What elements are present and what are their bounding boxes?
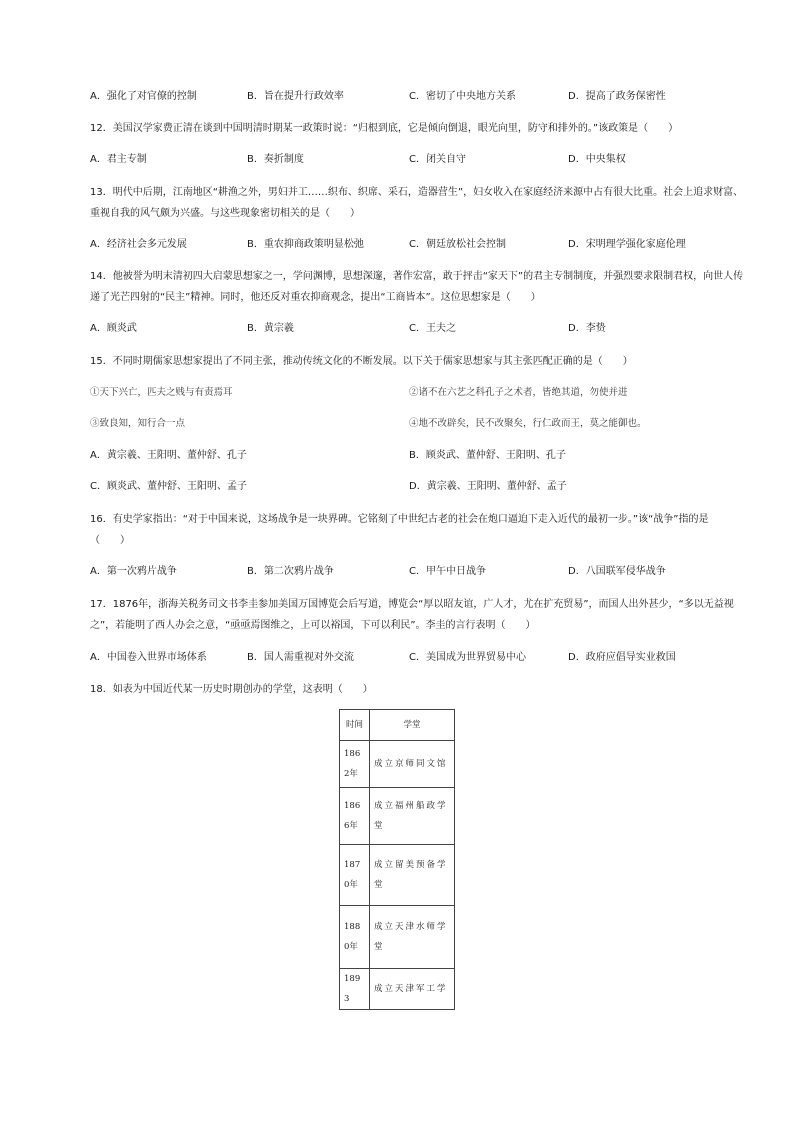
q11-option-c: C．密切了中央地方关系 (409, 91, 516, 102)
row-school: 成立京师同文馆 (370, 741, 455, 788)
q17-option-c: C．美国成为世界贸易中心 (409, 652, 526, 663)
q15-statement-3: ③致良知，知行合一点 (90, 418, 186, 429)
table-row (340, 788, 455, 845)
q12-option-c: C．闭关自守 (409, 154, 466, 165)
q15-statement-1: ①天下兴亡，匹夫之贱与有责焉耳 (90, 387, 233, 398)
school-table (339, 709, 455, 1010)
row-time: 1866年 (340, 788, 370, 845)
q15-option-d: D．黄宗羲、王阳明、董仲舒、孟子 (409, 481, 567, 492)
row-time: 1870年 (340, 845, 370, 906)
q11-option-b: B．旨在提升行政效率 (247, 91, 344, 102)
row-school: 成立天津水师学堂 (370, 906, 455, 969)
table-row (340, 741, 455, 788)
row-time: 1893 (340, 969, 370, 1010)
q15-option-c: C．顾炎武、董仲舒、王阳明、孟子 (90, 481, 247, 492)
q12-option-a: A．君主专制 (90, 154, 147, 165)
row-school: 成立天津军工学 (370, 969, 455, 1010)
q13-option-a: A．经济社会多元发展 (90, 239, 187, 250)
q17-option-d: D．政府应倡导实业救国 (568, 652, 676, 663)
q17-option-a: A．中国卷入世界市场体系 (90, 652, 207, 663)
q15-statement-2: ②诸不在六艺之科孔子之术者，皆绝其道，勿使并进 (409, 387, 628, 398)
table-row (340, 906, 455, 969)
q14-option-b: B．黄宗羲 (247, 323, 294, 334)
header-school: 学堂 (370, 710, 455, 741)
q17-option-b: B．国人需重视对外交流 (247, 652, 354, 663)
table-header-row (340, 710, 455, 741)
q11-option-a: A．强化了对官僚的控制 (90, 91, 197, 102)
row-time: 1880年 (340, 906, 370, 969)
q13-option-b: B．重农抑商政策明显松弛 (247, 239, 364, 250)
row-time: 1862年 (340, 741, 370, 788)
q17-stem-line1: 17．1876年，浙海关税务司文书李圭参加美国万国博览会后写道，博览会“厚以昭友谊，广人才，尤在扩充贸易”，而国人出外甚少，“多以无益视 (90, 599, 734, 610)
q16-option-b: B．第二次鸦片战争 (247, 566, 334, 577)
q16-option-d: D．八国联军侵华战争 (568, 566, 666, 577)
q16-option-a: A．第一次鸦片战争 (90, 566, 177, 577)
q16-stem-line2: （ ） (90, 535, 130, 546)
q14-option-c: C．王夫之 (409, 323, 456, 334)
q14-option-a: A．顾炎武 (90, 323, 137, 334)
q14-stem-line1: 14．他被誉为明末清初四大启蒙思想家之一，学问渊博，思想深邃，著作宏富，敢于抨击“家天下”的君主专制制度，并强烈要求限制君权，向世人传 (90, 271, 744, 282)
q12-option-d: D．中央集权 (568, 154, 626, 165)
q14-option-d: D．李贽 (568, 323, 606, 334)
q12-option-b: B．奏折制度 (247, 154, 304, 165)
q13-option-d: D．宋明理学强化家庭伦理 (568, 239, 686, 250)
q18-stem: 18．如表为中国近代某一历史时期创办的学堂，这表明（ ） (90, 684, 373, 695)
q13-stem-line2: 重视自我的风气颇为兴盛。与这些现象密切相关的是（ ） (90, 208, 360, 219)
q15-option-a: A．黄宗羲、王阳明、董仲舒、孔子 (90, 450, 247, 461)
header-time: 时间 (340, 710, 370, 741)
q16-stem-line1: 16．有史学家指出：“对于中国来说，这场战争是一块界碑。它铭刻了中世纪古老的社会在炮口逼迫下走入近代的最初一步。”该“战争”指的是 (90, 514, 709, 525)
q14-stem-line2: 递了光芒四射的“民主”精神。同时，他还反对重农抑商观念，提出“工商皆本”。这位思想家是（ ） (90, 292, 541, 303)
q13-option-c: C．朝廷放松社会控制 (409, 239, 506, 250)
row-school: 成立留美预备学堂 (370, 845, 455, 906)
q11-option-d: D．提高了政务保密性 (568, 91, 666, 102)
q15-statement-4: ④地不改辟矣，民不改聚矣，行仁政而王，莫之能御也。 (409, 418, 647, 429)
q15-option-b: B．顾炎武、董仲舒、王阳明、孔子 (409, 450, 566, 461)
q15-stem: 15．不同时期儒家思想家提出了不同主张，推动传统文化的不断发展。以下关于儒家思想家与其主张匹配正确的是（ ） (90, 356, 633, 367)
q16-option-c: C．甲午中日战争 (409, 566, 486, 577)
q17-stem-line2: 之”，若能明了西人办会之意，“亟亟焉图维之，上可以裕国，下可以利民”。李圭的言行表明（ ） (90, 620, 536, 631)
q13-stem-line1: 13．明代中后期，江南地区“耕渔之外，男妇并工……织布、织席、采石，造器营生”，妇女收入在家庭经济来源中占有很大比重。社会上追求财富、 (90, 187, 744, 198)
q12-stem: 12．美国汉学家费正清在谈到中国明清时期某一政策时说：“归根到底，它是倾向倒退，眼光向里，防守和排外的。”该政策是（ ） (90, 123, 679, 134)
table-row (340, 969, 455, 1010)
row-school: 成立福州船政学堂 (370, 788, 455, 845)
table-row (340, 845, 455, 906)
